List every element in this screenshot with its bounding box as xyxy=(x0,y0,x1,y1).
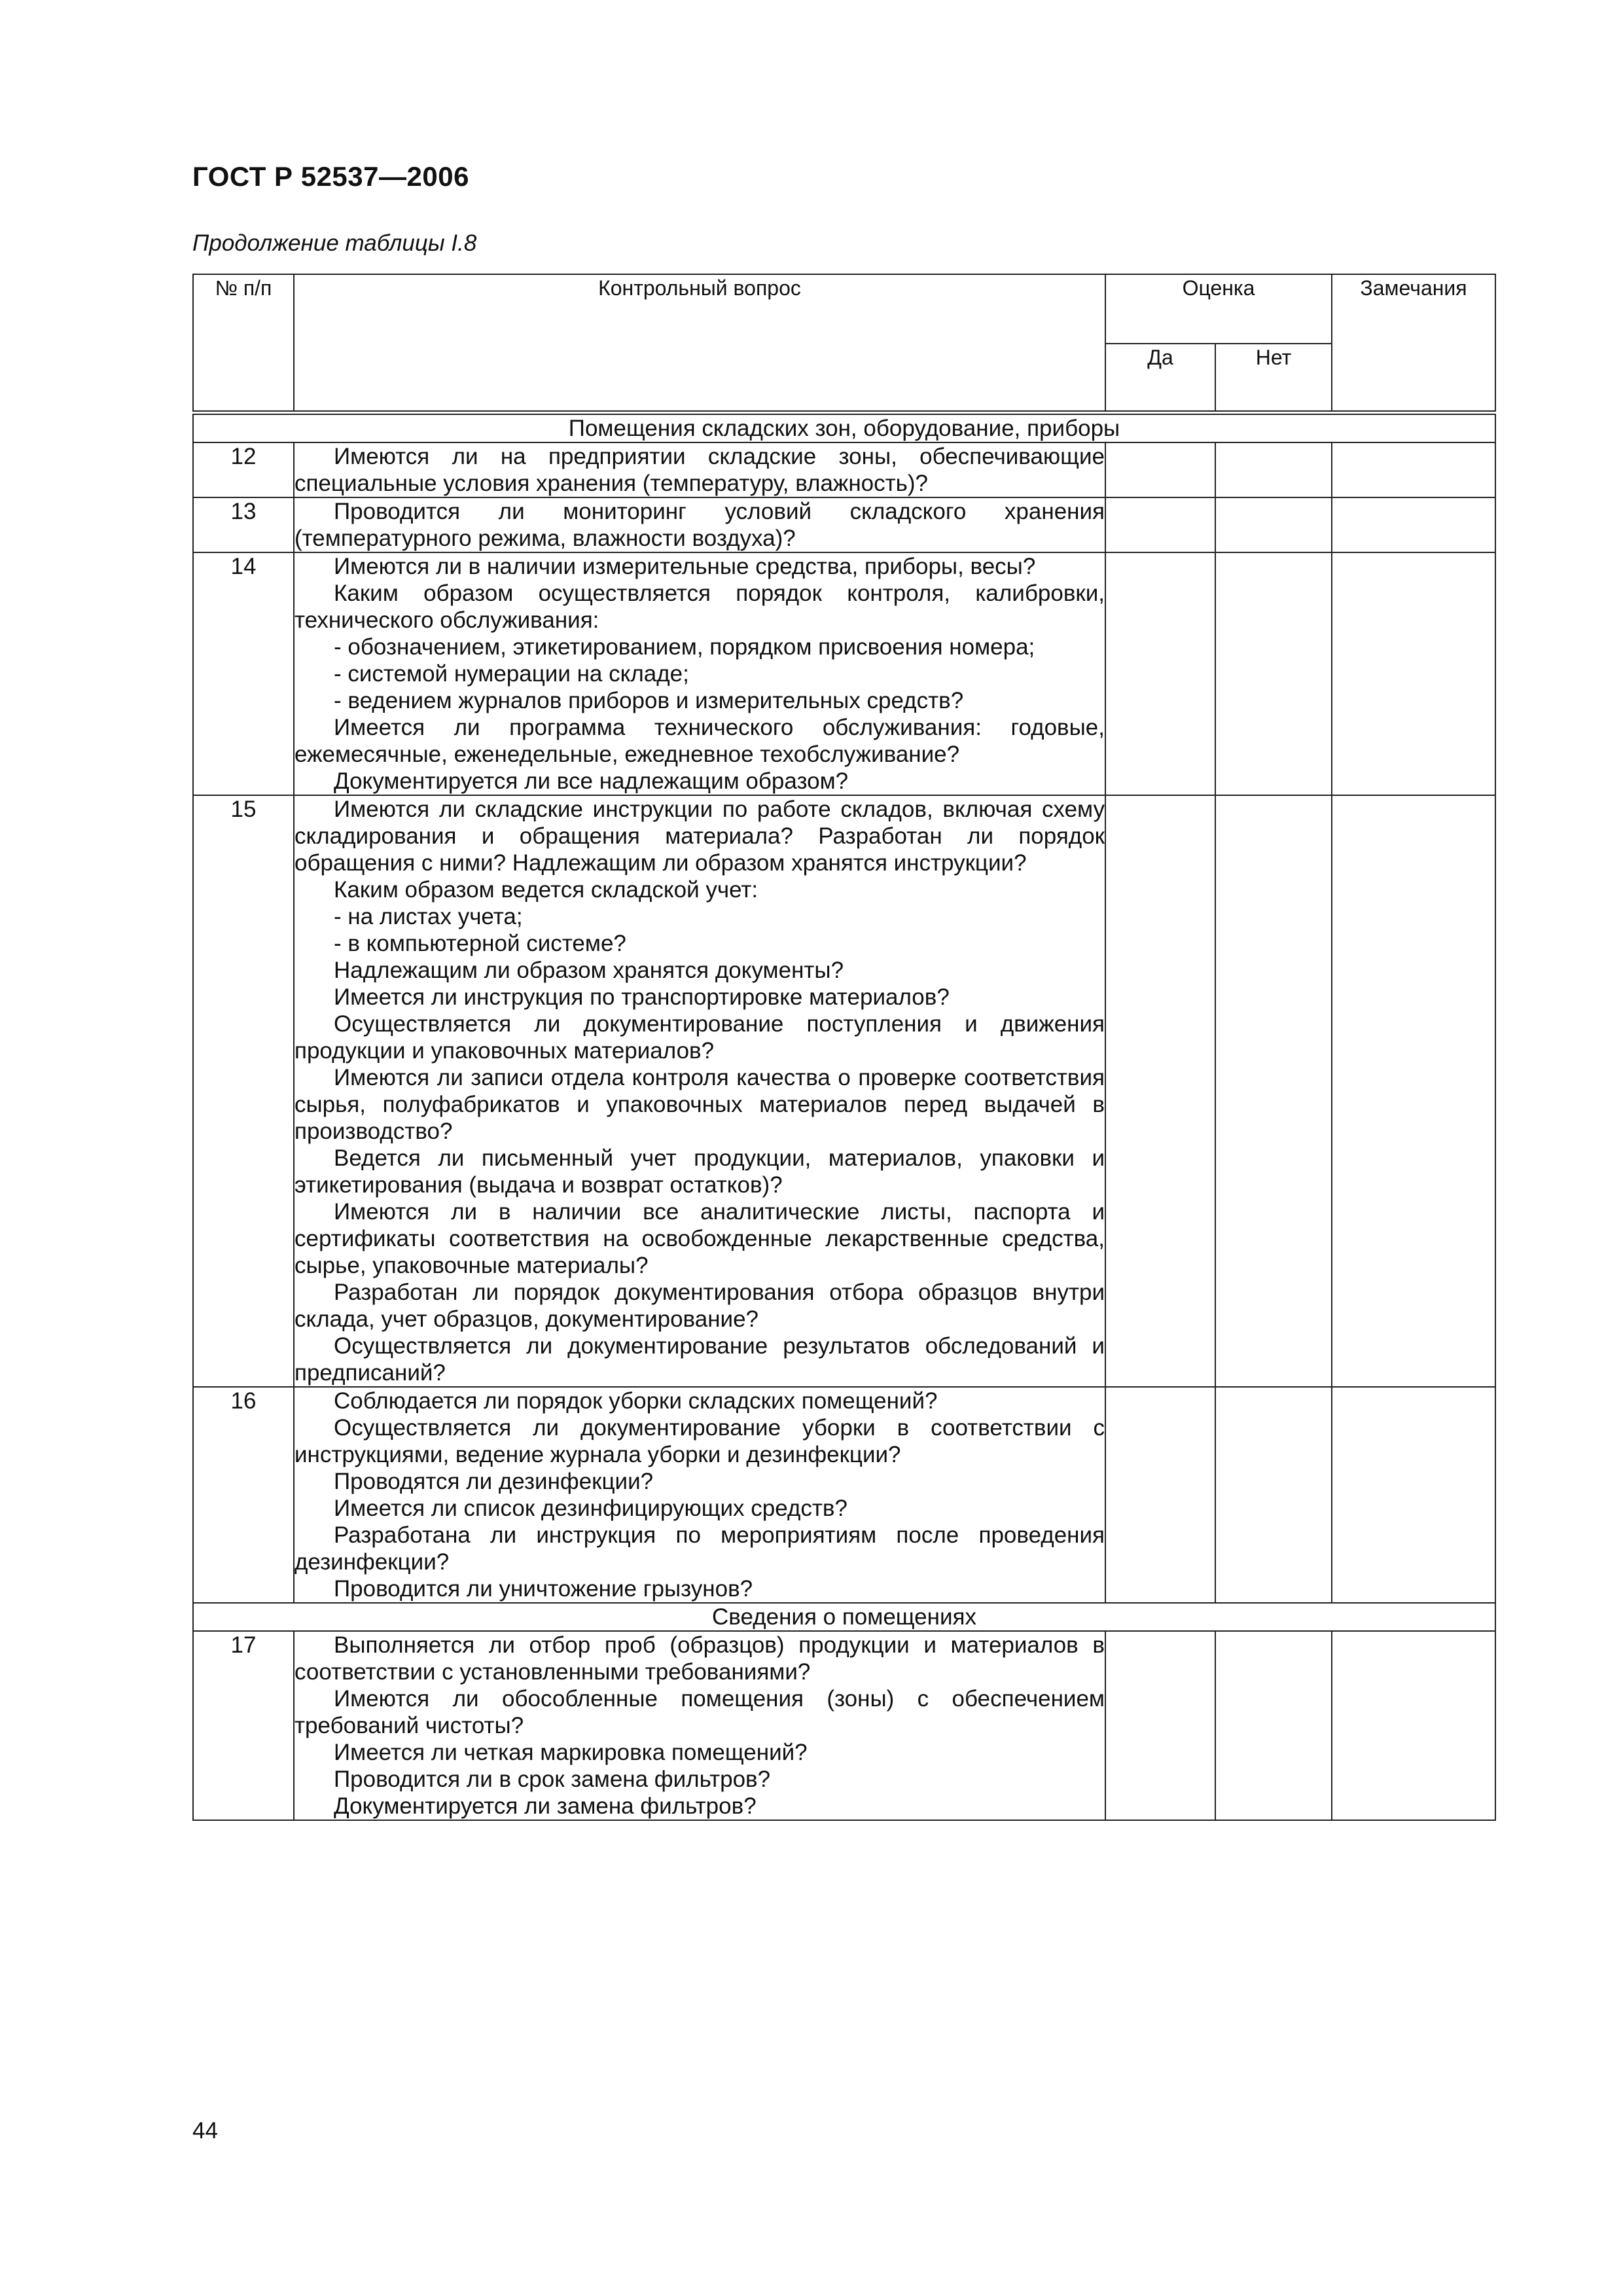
column-header-num: № п/п xyxy=(193,274,294,413)
section-title: Помещения складских зон, оборудование, приборы xyxy=(193,413,1495,443)
table-row xyxy=(193,552,1495,795)
control-question xyxy=(294,1631,1105,1820)
remarks-cell xyxy=(1332,497,1495,552)
section-row xyxy=(193,413,1495,443)
question-line: Документируется ли все надлежащим образом? xyxy=(334,768,849,794)
question-line: Ведется ли письменный учет продукции, материалов, упаковки и этикетирования (выдача и возврат остатков)? xyxy=(294,1145,1105,1198)
question-line: Надлежащим ли образом хранятся документы? xyxy=(334,958,844,983)
yes-cell xyxy=(1105,795,1215,1387)
question-line: Каким образом ведется складской учет: xyxy=(334,877,758,903)
question-line: Осуществляется ли документирование уборки в соответствии с инструкциями, ведение журнала уборки и дезинфекции? xyxy=(294,1415,1105,1467)
no-cell xyxy=(1215,552,1332,795)
row-number: 12 xyxy=(193,442,294,497)
row-number: 17 xyxy=(193,1631,294,1820)
question-line: Проводится ли в срок замена фильтров? xyxy=(334,1767,771,1792)
question-line: Разработан ли порядок документирования отбора образцов внутри склада, учет образцов, документирование? xyxy=(294,1280,1105,1332)
question-line: Имеются ли складские инструкции по работе складов, включая схему складирования и обращения материала? Разработан ли порядок обращения с ними? Надлежащим ли образом хранятся инструкции? xyxy=(294,797,1105,876)
question-line: Проводится ли уничтожение грызунов? xyxy=(334,1576,753,1602)
remarks-cell xyxy=(1332,552,1495,795)
row-number: 16 xyxy=(193,1387,294,1603)
question-line: - на листах учета; xyxy=(334,904,523,929)
column-header-no: Нет xyxy=(1215,344,1332,413)
question-line: Имеются ли на предприятии складские зоны, обеспечивающие специальные условия хранения (температуру, влажность)? xyxy=(294,444,1105,496)
checklist-table xyxy=(192,274,1496,1821)
question-line: Выполняется ли отбор проб (образцов) продукции и материалов в соответствии с установленными требованиями? xyxy=(294,1632,1105,1685)
question-line: Проводятся ли дезинфекции? xyxy=(334,1469,654,1494)
question-line: Имеются ли обособленные помещения (зоны) с обеспечением требований чистоты? xyxy=(294,1686,1105,1738)
table-header xyxy=(193,274,1495,413)
table-row xyxy=(193,795,1495,1387)
table-body xyxy=(193,413,1495,1821)
column-header-yes: Да xyxy=(1105,344,1215,413)
row-number: 13 xyxy=(193,497,294,552)
question-line: Осуществляется ли документирование результатов обследований и предписаний? xyxy=(294,1333,1105,1386)
column-header-remarks: Замечания xyxy=(1332,274,1495,413)
control-question xyxy=(294,552,1105,795)
page-number: 44 xyxy=(192,2118,218,2144)
control-question xyxy=(294,1387,1105,1603)
column-header-rating: Оценка xyxy=(1105,274,1332,344)
no-cell xyxy=(1215,497,1332,552)
yes-cell xyxy=(1105,497,1215,552)
table-row xyxy=(193,1387,1495,1603)
remarks-cell xyxy=(1332,1387,1495,1603)
table-row xyxy=(193,1631,1495,1820)
no-cell xyxy=(1215,795,1332,1387)
question-line: Документируется ли замена фильтров? xyxy=(334,1793,757,1819)
row-number: 14 xyxy=(193,552,294,795)
column-header-question: Контрольный вопрос xyxy=(294,274,1105,413)
table-row xyxy=(193,442,1495,497)
question-line: Имеются ли в наличии все аналитические листы, паспорта и сертификаты соответствия на освобожденные лекарственные средства, сырье, упаковочные материалы? xyxy=(294,1199,1105,1278)
question-line: Имеется ли список дезинфицирующих средств? xyxy=(334,1496,847,1521)
yes-cell xyxy=(1105,442,1215,497)
control-question xyxy=(294,442,1105,497)
section-title: Сведения о помещениях xyxy=(193,1603,1495,1631)
row-number: 15 xyxy=(193,795,294,1387)
no-cell xyxy=(1215,1387,1332,1603)
question-line: - ведением журналов приборов и измерительных средств? xyxy=(334,688,964,713)
document-title: ГОСТ Р 52537—2006 xyxy=(192,161,469,192)
remarks-cell xyxy=(1332,442,1495,497)
yes-cell xyxy=(1105,1631,1215,1820)
question-line: Имеется ли инструкция по транспортировке материалов? xyxy=(334,984,950,1010)
table-row xyxy=(193,497,1495,552)
question-line: Разработана ли инструкция по мероприятиям после проведения дезинфекции? xyxy=(294,1522,1105,1575)
question-line: Имеется ли четкая маркировка помещений? xyxy=(334,1740,808,1765)
question-line: Имеются ли записи отдела контроля качества о проверке соответствия сырья, полуфабрикатов и упаковочных материалов перед выдачей в производство? xyxy=(294,1065,1105,1144)
question-line: Имеются ли в наличии измерительные средства, приборы, весы? xyxy=(334,554,1036,579)
control-question xyxy=(294,795,1105,1387)
section-row xyxy=(193,1603,1495,1631)
remarks-cell xyxy=(1332,1631,1495,1820)
control-question xyxy=(294,497,1105,552)
question-line: Имеется ли программа технического обслуживания: годовые, ежемесячные, еженедельные, ежедневное техобслуживание? xyxy=(294,715,1105,767)
question-line: - в компьютерной системе? xyxy=(334,931,626,956)
no-cell xyxy=(1215,1631,1332,1820)
question-line: - обозначением, этикетированием, порядком присвоения номера; xyxy=(334,634,1035,660)
question-line: Осуществляется ли документирование поступления и движения продукции и упаковочных материалов? xyxy=(294,1011,1105,1064)
question-line: Проводится ли мониторинг условий складского хранения (температурного режима, влажности воздуха)? xyxy=(294,499,1105,551)
table-caption: Продолжение таблицы I.8 xyxy=(192,230,477,256)
no-cell xyxy=(1215,442,1332,497)
question-line: - системой нумерации на складе; xyxy=(334,661,689,687)
yes-cell xyxy=(1105,1387,1215,1603)
remarks-cell xyxy=(1332,795,1495,1387)
yes-cell xyxy=(1105,552,1215,795)
question-line: Соблюдается ли порядок уборки складских помещений? xyxy=(334,1388,938,1414)
question-line: Каким образом осуществляется порядок контроля, калибровки, технического обслуживания: xyxy=(294,581,1105,633)
